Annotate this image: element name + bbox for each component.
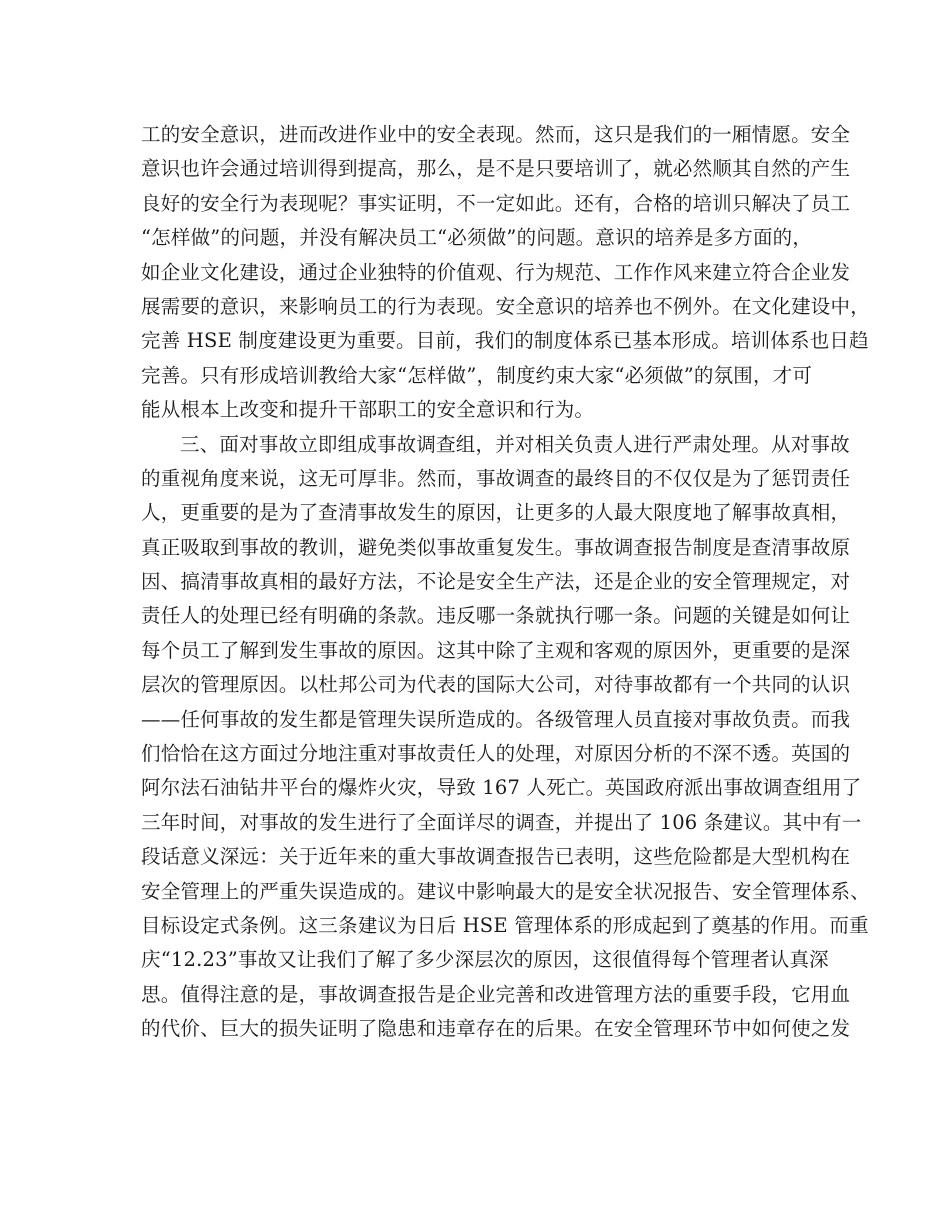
text-line: ——任何事故的发生都是管理失误所造成的。各级管理人员直接对事故负责。而我 (141, 707, 851, 731)
text-line: 安全管理上的严重失误造成的。建议中影响最大的是安全状况报告、安全管理体系、 (141, 879, 870, 903)
text-line: 完善 HSE 制度建设更为重要。目前，我们的制度体系已基本形成。培训体系也日趋 (141, 329, 869, 353)
text-line: 工的安全意识，进而改进作业中的安全表现。然而，这只是我们的一厢情愿。安全 (141, 123, 851, 146)
text-line: 的重视角度来说，这无可厚非。然而，事故调查的最终目的不仅仅是为了惩罚责任 (141, 466, 851, 490)
text-line: 阿尔法石油钻井平台的爆炸火灾，导致 167 人死亡。英国政府派出事故调查组用了 (141, 776, 862, 800)
text-line: 每个员工了解到发生事故的原因。这其中除了主观和客观的原因外，更重要的是深 (141, 638, 851, 662)
text-line: 责任人的处理已经有明确的条款。违反哪一条就执行哪一条。问题的关键是如何让 (141, 604, 851, 628)
text-line: 展需要的意识，来影响员工的行为表现。安全意识的培养也不例外。在文化建设中， (141, 294, 870, 318)
text-line: 三、面对事故立即组成事故调查组，并对相关负责人进行严肃处理。从对事故 (180, 432, 850, 456)
text-line: 的代价、巨大的损失证明了隐患和违章存在的后果。在安全管理环节中如何使之发 (141, 1017, 851, 1041)
text-line: 良好的安全行为表现呢？事实证明，不一定如此。还有，合格的培训只解决了员工 (141, 191, 851, 215)
text-line: 们恰恰在这方面过分地注重对事故责任人的处理，对原因分析的不深不透。英国的 (141, 742, 851, 766)
text-line: 思。值得注意的是，事故调查报告是企业完善和改进管理方法的重要手段，它用血 (141, 982, 851, 1006)
paragraph (141, 118, 870, 428)
text-line: 真正吸取到事故的教训，避免类似事故重复发生。事故调查报告制度是查清事故原 (141, 535, 851, 559)
document-body (141, 118, 870, 1047)
text-line: 庆“12.23”事故又让我们了解了多少深层次的原因，这很值得每个管理者认真深 (141, 948, 829, 972)
text-line: 意识也许会通过培训得到提高，那么，是不是只要培训了，就必然顺其自然的产生 (141, 157, 851, 181)
text-line: 层次的管理原因。以杜邦公司为代表的国际大公司，对待事故都有一个共同的认识 (141, 673, 851, 697)
text-line: 段话意义深远：关于近年来的重大事故调查报告已表明，这些危险都是大型机构在 (141, 845, 851, 869)
text-line: 完善。只有形成培训教给大家“怎样做”，制度约束大家“必须做”的氛围，才可 (141, 363, 813, 387)
text-line: 因、搞清事故真相的最好方法，不论是安全生产法，还是企业的安全管理规定，对 (141, 570, 851, 594)
text-line: 能从根本上改变和提升干部职工的安全意识和行为。 (141, 398, 595, 422)
text-line: 人，更重要的是为了查清事故发生的原因，让更多的人最大限度地了解事故真相， (141, 501, 851, 525)
text-line: 目标设定式条例。这三条建议为日后 HSE 管理体系的形成起到了奠基的作用。而重 (141, 913, 869, 937)
text-line: “怎样做”的问题，并没有解决员工“必须做”的问题。意识的培养是多方面的， (141, 226, 813, 250)
text-line: 三年时间，对事故的发生进行了全面详尽的调查，并提出了 106 条建议。其中有一 (141, 810, 862, 834)
text-line: 如企业文化建设，通过企业独特的价值观、行为规范、工作作风来建立符合企业发 (141, 260, 851, 284)
paragraph (141, 428, 870, 1047)
